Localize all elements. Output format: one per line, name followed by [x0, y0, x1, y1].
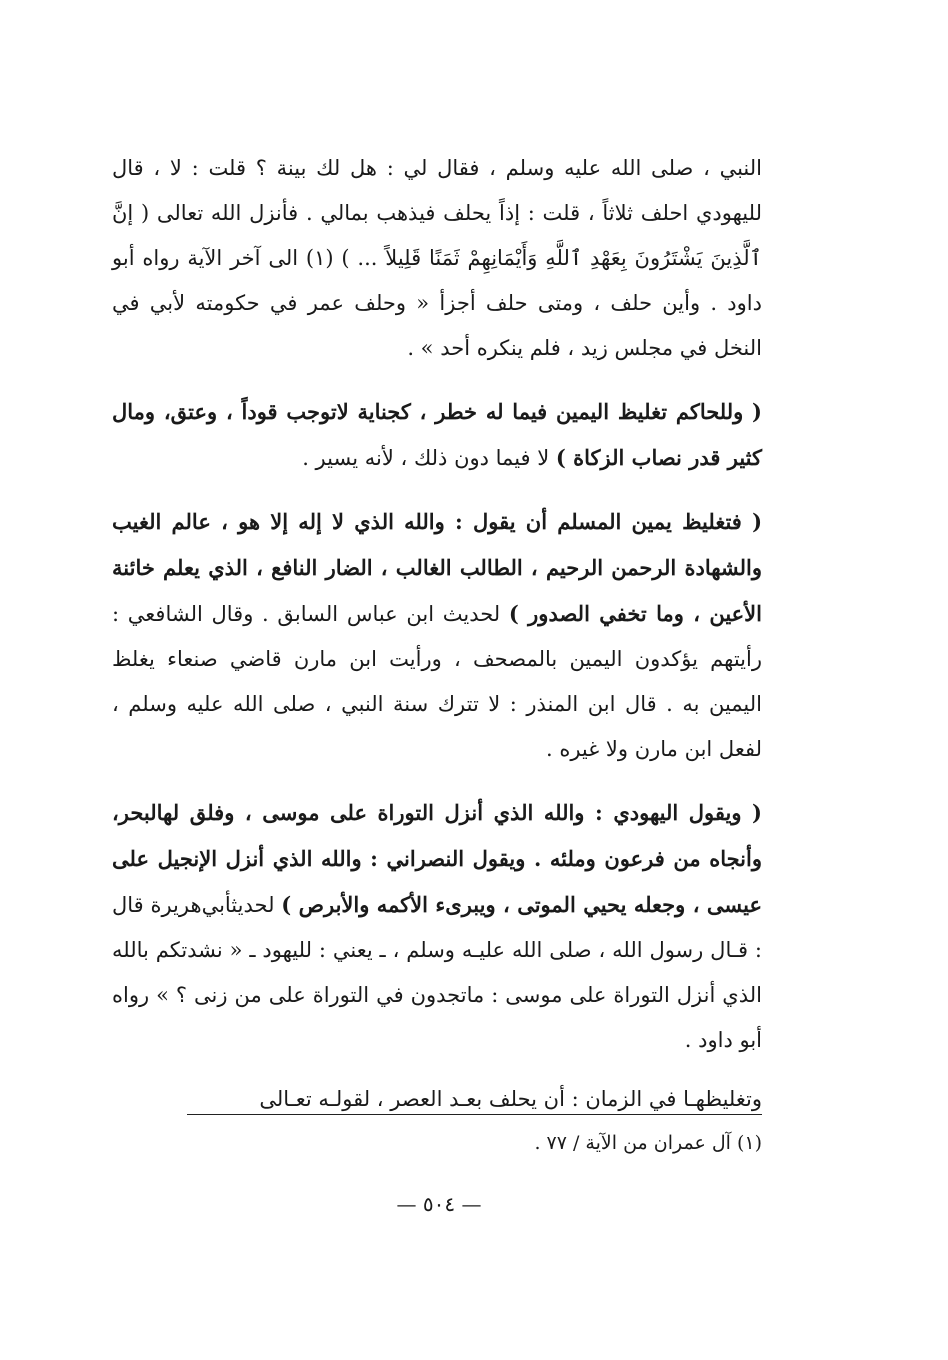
footnote: (١) آل عمران من الآية / ٧٧ .	[534, 1132, 762, 1154]
paragraph-3	[112, 499, 762, 772]
paragraph-2	[112, 389, 762, 481]
paragraph-1	[112, 146, 762, 371]
paragraph-4-matn: ( ويقول اليهودي : والله الذي أنزل التوراة على موسى ، وفلق لهالبحر، وأنجاه من فرعون وملئه . ويقول النصراني : والله الذي أنزل الإنجيل على عيسى ، وجعله يحيي الموتى ، ويبرىء الأكمه والأبرص )	[112, 800, 763, 917]
paragraph-3-sharh: لحديث ابن عباس السابق . وقال الشافعي : رأيتهم يؤكدون اليمين بالمصحف ، ورأيت ابن مارن قاضي صنعاء يغلظ اليمين به . قال ابن المنذر : لا تترك سنة النبي ، صلى الله عليه وسلم ، لفعل ابن مارن ولا غيره .	[112, 602, 762, 761]
paragraph-1-text: النبي ، صلى الله عليه وسلم ، فقال لي : هل لك بينة ؟ قلت : لا ، قال لليهودي احلف ثلاثاً ، قلت : إذاً يحلف فيذهب بمالي . فأنزل الله تعالى ( إنَّ ٱلَّذِينَ يَشْتَرُونَ بِعَهْدِ ٱللَّهِ وَأَيْمَانِهِمْ ثَمَنًا قَلِيلاً ... ) (١) الى آخر الآية رواه أبو داود . وأين حلف ، ومتى حلف أجزأ « وحلف عمر في حكومته لأبي في النخل في مجلس زيد ، فلم ينكره أحد » .	[112, 156, 762, 360]
paragraph-5	[112, 1077, 762, 1122]
footnote-divider	[187, 1114, 762, 1115]
paragraph-2-matn: ( وللحاكم تغليظ اليمين فيما له خطر ، كجناية لاتوجب قوداً ، وعتق، ومال كثير قدر نصاب الزكاة )	[112, 399, 762, 470]
paragraph-3-matn: ( فتغليظ يمين المسلم أن يقول : والله الذي لا إله إلا هو ، عالم الغيب والشهادة الرحمن الرحيم ، الطالب الغالب ، الضار النافع ، الذي يعلم خائنة الأعين ، وما تخفي الصدور )	[112, 509, 762, 626]
paragraph-4-sharh: لحديثأبي‌هريرة قال : قـال رسول الله ، صلى الله عليـه وسلم ، ـ يعني : لليهود ـ « نشدتكم بالله الذي أنزل التوراة على موسى : ماتجدون في التوراة على من زنى ؟ » رواه أبو داود .	[112, 893, 762, 1052]
main-text	[112, 146, 762, 1122]
paragraph-5-text: وتغليظهـا في الزمان : أن يحلف بعـد العصر ، لقولـه تعـالى	[259, 1087, 762, 1111]
page-number: — ٥٠٤ —	[396, 1192, 482, 1216]
paragraph-2-sharh: لا فيما دون ذلك ، لأنه يسير .	[302, 446, 556, 470]
paragraph-4	[112, 790, 762, 1063]
